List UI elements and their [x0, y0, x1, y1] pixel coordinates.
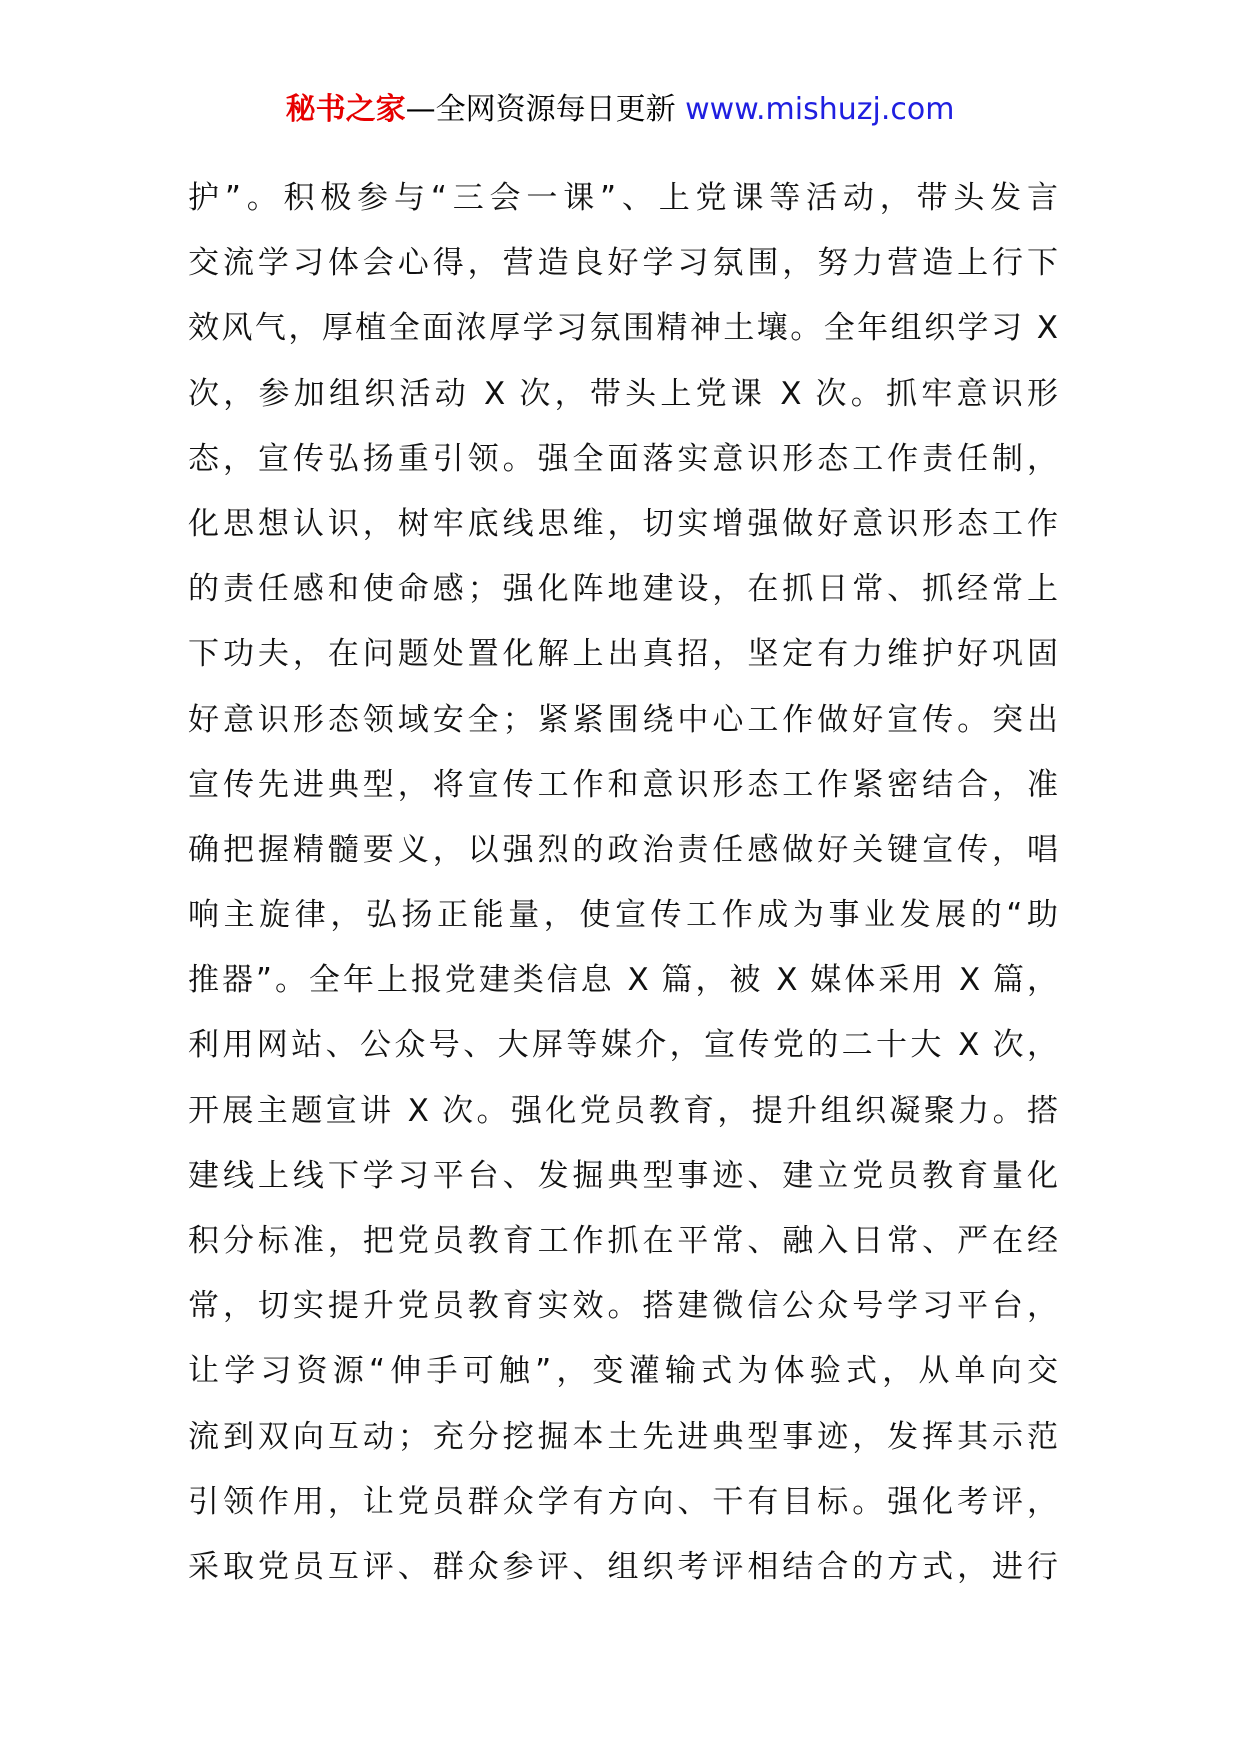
body-line-16: 建线上线下学习平台、发掘典型事迹、建立党员教育量化 — [188, 1157, 1058, 1194]
body-line-8: 下功夫，在问题处置化解上出真招，坚定有力维护好巩固 — [188, 636, 1058, 673]
body-line-18: 常，切实提升党员教育实效。搭建微信公众号学习平台， — [188, 1288, 1058, 1325]
body-line-14: 利用网站、公众号、大屏等媒介，宣传党的二十大 X 次， — [188, 1027, 1058, 1064]
body-line-9: 好意识形态领域安全；紧紧围绕中心工作做好宣传。突出 — [188, 701, 1058, 738]
body-line-22: 采取党员互评、群众参评、组织考评相结合的方式，进行 — [188, 1548, 1058, 1585]
body-line-21: 引领作用，让党员群众学有方向、干有目标。强化考评， — [188, 1483, 1058, 1520]
body-line-10: 宣传先进典型，将宣传工作和意识形态工作紧密结合，准 — [188, 766, 1058, 803]
body-line-3: 效风气，厚植全面浓厚学习氛围精神土壤。全年组织学习 X — [188, 310, 1058, 347]
body-line-11: 确把握精髓要义，以强烈的政治责任感做好关键宣传，唱 — [188, 831, 1058, 868]
body-line-15: 开展主题宣讲 X 次。强化党员教育，提升组织凝聚力。搭 — [188, 1092, 1058, 1129]
body-line-12: 响主旋律，弘扬正能量，使宣传工作成为事业发展的“助 — [188, 897, 1058, 934]
body-line-5: 态，宣传弘扬重引领。强全面落实意识形态工作责任制， — [188, 440, 1058, 477]
body-line-13: 推器”。全年上报党建类信息 X 篇，被 X 媒体采用 X 篇， — [188, 962, 1058, 999]
body-line-2: 交流学习体会心得，营造良好学习氛围，努力营造上行下 — [188, 245, 1058, 282]
body-line-19: 让学习资源“伸手可触”，变灌输式为体验式，从单向交 — [188, 1353, 1058, 1390]
site-url-link[interactable]: www.mishuzj.com — [685, 92, 955, 127]
body-line-20: 流到双向互动；充分挖掘本土先进典型事迹，发挥其示范 — [188, 1418, 1058, 1455]
body-line-4: 次，参加组织活动 X 次，带头上党课 X 次。抓牢意识形 — [188, 375, 1058, 412]
header-tagline: —全网资源每日更新 — [405, 92, 686, 127]
body-line-1: 护”。积极参与“三会一课”、上党课等活动，带头发言 — [188, 180, 1058, 216]
body-line-7: 的责任感和使命感；强化阵地建设，在抓日常、抓经常上 — [188, 571, 1058, 608]
brand-name: 秘书之家 — [285, 92, 406, 127]
document-body — [188, 166, 1058, 1600]
site-header — [0, 90, 1240, 130]
body-line-17: 积分标准，把党员教育工作抓在平常、融入日常、严在经 — [188, 1223, 1058, 1259]
body-line-6: 化思想认识，树牢底线思维，切实增强做好意识形态工作 — [188, 505, 1058, 542]
